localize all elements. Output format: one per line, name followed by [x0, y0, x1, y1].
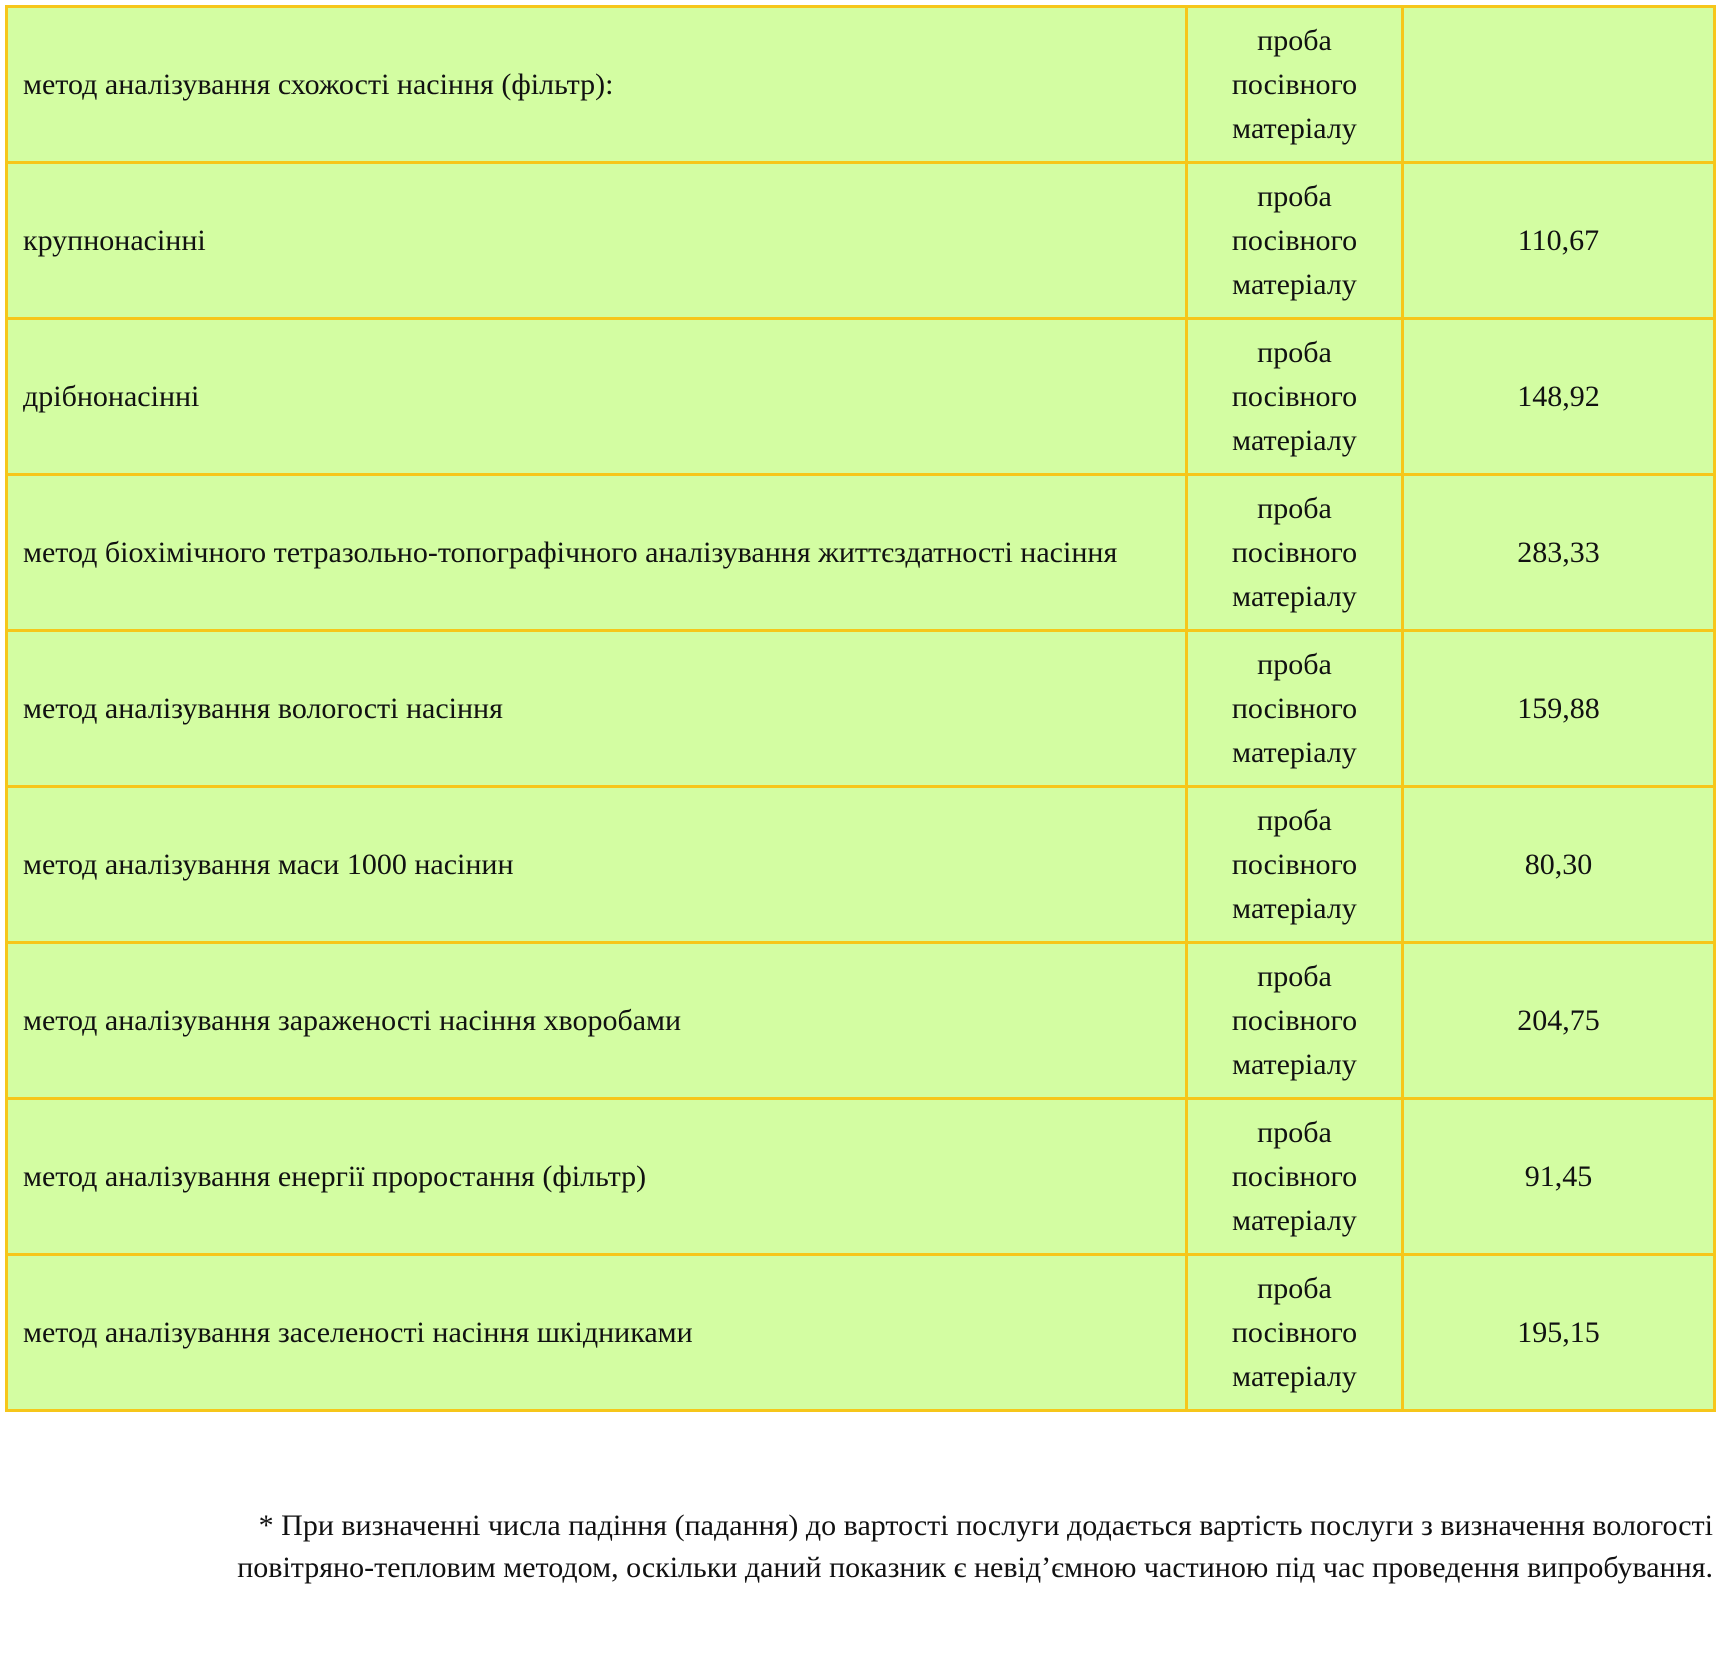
unit-line: матеріалу [1232, 1359, 1357, 1393]
unit-cell [1187, 7, 1403, 163]
service-name-cell: метод аналізування вологості насіння [7, 631, 1187, 787]
unit-cell [1187, 1099, 1403, 1255]
service-name-cell: метод аналізування заселеності насіння шкідниками [7, 1255, 1187, 1411]
unit-line: проба [1257, 803, 1332, 837]
unit-line: посівного [1231, 847, 1358, 881]
unit-line: посівного [1231, 535, 1358, 569]
price-cell: 148,92 [1403, 319, 1715, 475]
unit-cell [1187, 631, 1403, 787]
unit-line: посівного [1231, 67, 1358, 101]
unit-line: проба [1257, 491, 1332, 525]
service-name-cell: крупнонасінні [7, 163, 1187, 319]
price-cell: 91,45 [1403, 1099, 1715, 1255]
service-name-cell: метод біохімічного тетразольно-топографічного аналізування життєздатності насіння [7, 475, 1187, 631]
unit-line: проба [1257, 179, 1332, 213]
unit-line: матеріалу [1232, 1047, 1357, 1081]
table-row [7, 631, 1715, 787]
table-row [7, 787, 1715, 943]
unit-line: посівного [1231, 223, 1358, 257]
unit-line: матеріалу [1232, 423, 1357, 457]
unit-line: посівного [1231, 1159, 1358, 1193]
service-name-cell: дрібнонасінні [7, 319, 1187, 475]
price-cell: 204,75 [1403, 943, 1715, 1099]
services-price-table [5, 5, 1716, 1412]
unit-line: посівного [1231, 691, 1358, 725]
unit-line: проба [1257, 335, 1332, 369]
table-row [7, 163, 1715, 319]
unit-line: посівного [1231, 379, 1358, 413]
price-cell: 283,33 [1403, 475, 1715, 631]
service-name-cell: метод аналізування схожості насіння (фільтр): [7, 7, 1187, 163]
footnote-line: повітряно-тепловим методом, оскільки даний показник є невід’ємною частиною під час проведення випробування. [237, 1551, 1713, 1584]
unit-cell [1187, 475, 1403, 631]
table-row [7, 1099, 1715, 1255]
unit-line: матеріалу [1232, 891, 1357, 925]
unit-line: проба [1257, 23, 1332, 57]
unit-line: проба [1257, 647, 1332, 681]
unit-cell [1187, 943, 1403, 1099]
table-row [7, 943, 1715, 1099]
table-row [7, 475, 1715, 631]
unit-line: проба [1257, 1271, 1332, 1305]
footnote-line: * При визначенні числа падіння (падання) до вартості послуги додається вартість послуги з визначення вологості [258, 1509, 1713, 1542]
table-row [7, 1255, 1715, 1411]
service-name-cell: метод аналізування зараженості насіння хворобами [7, 943, 1187, 1099]
price-cell: 159,88 [1403, 631, 1715, 787]
price-cell: 110,67 [1403, 163, 1715, 319]
unit-line: проба [1257, 1115, 1332, 1149]
unit-line: посівного [1231, 1315, 1358, 1349]
service-name-cell: метод аналізування енергії проростання (фільтр) [7, 1099, 1187, 1255]
unit-cell [1187, 319, 1403, 475]
unit-line: матеріалу [1232, 111, 1357, 145]
price-cell [1403, 7, 1715, 163]
service-name-cell: метод аналізування маси 1000 насінин [7, 787, 1187, 943]
unit-cell [1187, 787, 1403, 943]
table-row [7, 7, 1715, 163]
unit-cell [1187, 1255, 1403, 1411]
footnote [60, 1505, 1713, 1589]
unit-cell [1187, 163, 1403, 319]
unit-line: матеріалу [1232, 579, 1357, 613]
unit-line: посівного [1231, 1003, 1358, 1037]
unit-line: матеріалу [1232, 735, 1357, 769]
unit-line: проба [1257, 959, 1332, 993]
price-cell: 195,15 [1403, 1255, 1715, 1411]
price-cell: 80,30 [1403, 787, 1715, 943]
table-row [7, 319, 1715, 475]
unit-line: матеріалу [1232, 267, 1357, 301]
unit-line: матеріалу [1232, 1203, 1357, 1237]
